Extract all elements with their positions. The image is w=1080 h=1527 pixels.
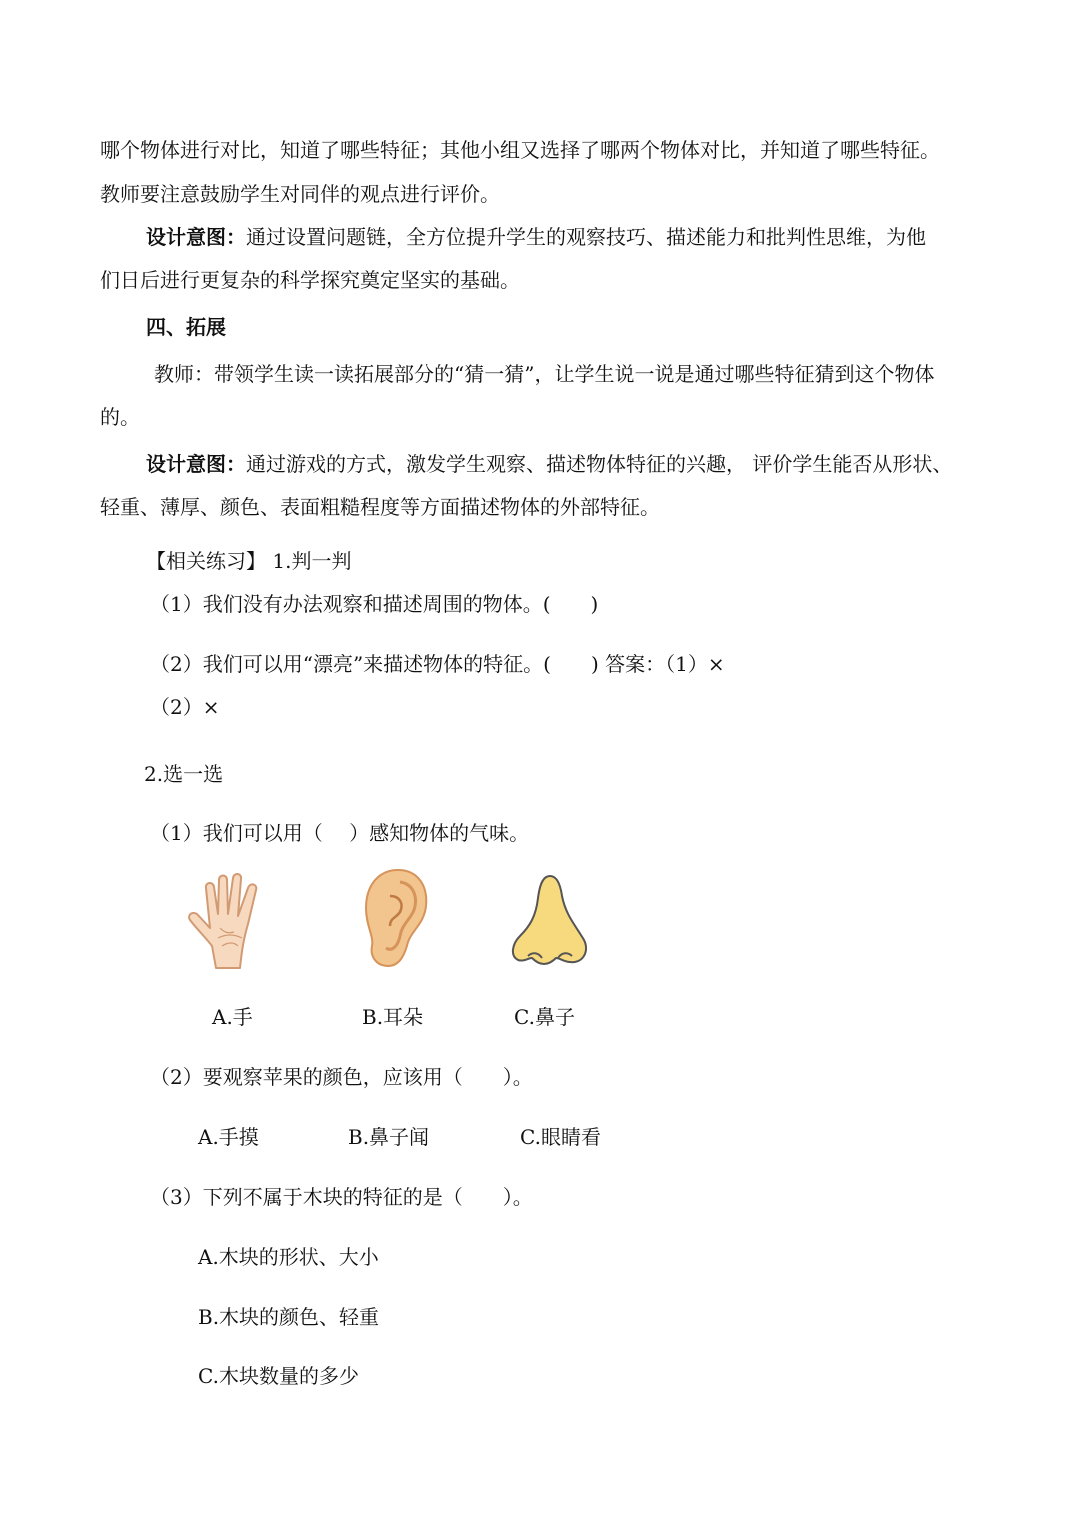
q1-option-b: B.耳朵 xyxy=(362,1005,424,1029)
choose-question-3: （3）下列不属于木块的特征的是（ ）。 xyxy=(150,1185,533,1209)
q2-option-b: B.鼻子闻 xyxy=(348,1125,430,1149)
q3-option-c: C.木块数量的多少 xyxy=(198,1364,359,1388)
paragraph-line: 轻重、薄厚、颜色、表面粗糙程度等方面描述物体的外部特征。 xyxy=(100,495,660,519)
design-intent-line xyxy=(146,223,926,251)
q2-option-c: C.眼睛看 xyxy=(520,1125,601,1149)
paragraph-line: 的。 xyxy=(100,405,140,429)
paragraph-line: 们日后进行更复杂的科学探究奠定坚实的基础。 xyxy=(100,268,520,292)
q2-option-a: A.手摸 xyxy=(198,1125,259,1149)
choose-title: 2.选一选 xyxy=(144,762,224,786)
design-intent-text: 通过游戏的方式，激发学生观察、描述物体特征的兴趣， 评价学生能否从形状、 xyxy=(246,452,953,476)
design-intent-line xyxy=(146,450,952,478)
paragraph-line: 教师要注意鼓励学生对同伴的观点进行评价。 xyxy=(100,182,500,206)
q1-option-c: C.鼻子 xyxy=(514,1005,575,1029)
section-title: 四、拓展 xyxy=(146,315,226,339)
nose-icon xyxy=(510,872,594,970)
design-intent-label: 设计意图： xyxy=(146,452,246,476)
judge-answer-2: （2）× xyxy=(150,695,220,719)
judge-question-2: （2）我们可以用“漂亮”来描述物体的特征。( ) 答案：（1）× xyxy=(150,652,725,676)
design-intent-text: 通过设置问题链，全方位提升学生的观察技巧、描述能力和批判性思维，为他 xyxy=(246,225,926,249)
q3-option-b: B.木块的颜色、轻重 xyxy=(198,1305,380,1329)
hand-icon xyxy=(182,868,282,972)
judge-question-1: （1）我们没有办法观察和描述周围的物体。( ) xyxy=(150,592,599,616)
design-intent-label: 设计意图： xyxy=(146,225,246,249)
exercise-header: 【相关练习】 1.判一判 xyxy=(146,549,352,573)
q1-option-a: A.手 xyxy=(212,1005,253,1029)
choose-question-1: （1）我们可以用（ ）感知物体的气味。 xyxy=(150,821,530,845)
q3-option-a: A.木块的形状、大小 xyxy=(198,1245,379,1269)
paragraph-line: 教师：带领学生读一读拓展部分的“猜一猜”，让学生说一说是通过哪些特征猜到这个物体 xyxy=(154,362,935,386)
ear-icon xyxy=(360,866,432,972)
choose-question-2: （2）要观察苹果的颜色，应该用（ ）。 xyxy=(150,1065,533,1089)
paragraph-line: 哪个物体进行对比，知道了哪些特征；其他小组又选择了哪两个物体对比，并知道了哪些特征。 xyxy=(100,138,940,162)
